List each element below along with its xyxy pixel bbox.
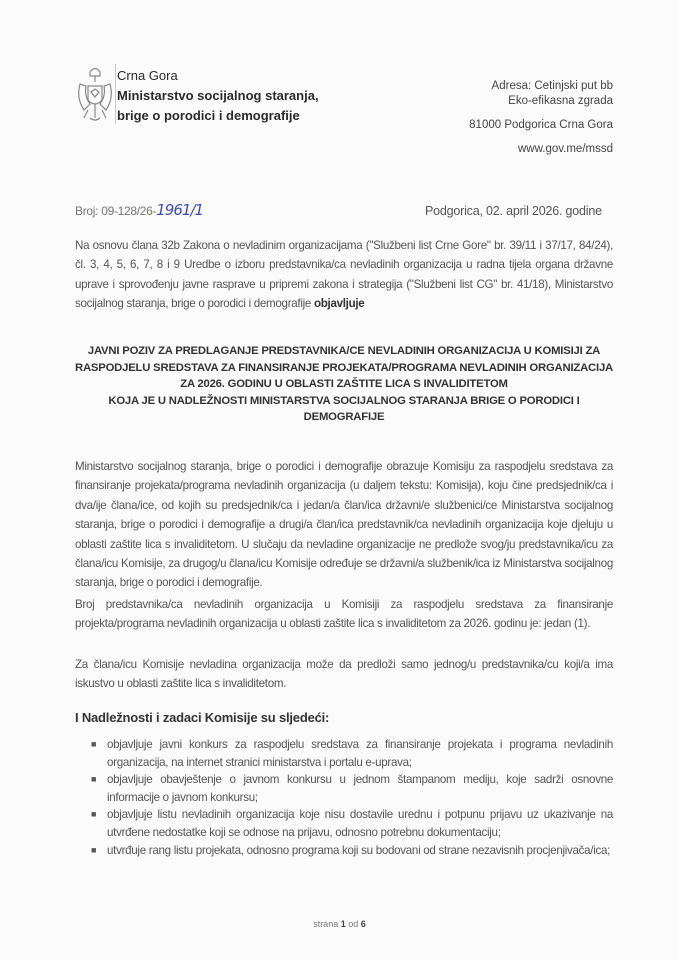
document-title <box>75 343 613 426</box>
address-building: Eko-efikasna zgrada <box>508 95 613 107</box>
intro-text: Na osnovu člana 32b Zakona o nevladinim organizacijama ("Službeni list Crne Gore" br. 39/11 i 37/17, 84/24), čl. 3, 4, 5, 6, 7, 8 i 9 Uredbe o izboru predstavnika/ca nevladinih organizacija u radna tijela organa državne uprave i sprovođenju javne rasprave u pripremi zakona i strategija ("Službeni list CG" br. 41/18), Ministarstvo socijalnog staranja, brige o porodici i demografije <box>75 239 613 311</box>
section-heading: I Nadležnosti i zadaci Komisije su sljedeći: <box>75 710 330 725</box>
bullet-icon: ■ <box>91 844 97 855</box>
ministry-name-line2: brige o porodici i demografije <box>117 108 300 123</box>
list-item: ■ objavljuje obavještenje o javnom konkursu u jednom štampanom mediju, koje sadrži osnovne informacije o javnom konkursu; <box>91 773 613 804</box>
intro-bold-word: objavljuje <box>313 297 365 311</box>
page-number: strana 1 od 6 <box>313 919 366 929</box>
handwritten-number: 1961/1 <box>156 201 204 219</box>
address-street: Adresa: Cetinjski put bb <box>491 80 613 92</box>
paragraph-nomination: Za člana/icu Komisije nevladina organizacija može da predloži samo jednog/u predstavnika/cu koji/a ima iskustvo u oblasti zaštite lica s invaliditetom. <box>75 658 613 691</box>
header-divider <box>115 64 116 124</box>
bullet-icon: ■ <box>91 774 97 785</box>
address-block <box>469 79 613 157</box>
title-line: ZA 2026. GODINU U OBLASTI ZAŠTITE LICA S INVALIDITETOM <box>180 378 508 390</box>
paragraph-representative-count: Broj predstavnika/ca nevladinih organizacija u Komisiji za raspodjelu sredstava za finansiranje projekta/programa nevladinih organizacija u oblasti zaštite lica s invaliditetom za 2026. godinu je: jedan (1). <box>75 598 613 631</box>
list-item: ■ objavljuje javni konkurs za raspodjelu sredstava za finansiranje projekata i programa nevladinih organizacija, na internet stranici ministarstva i portalu e-uprava; <box>91 738 613 769</box>
duties-list <box>88 736 613 859</box>
website-link[interactable]: www.gov.me/mssd <box>517 143 613 155</box>
paragraph-commission: Ministarstvo socijalnog staranja, brige o porodici i demografije obrazuje Komisiju za raspodjelu sredstava za finansiranje projekata/programa nevladinih organizacija (u daljem tekstu: Komisija), koju čine predsjednik/ca i dva/ije člana/ice, od kojih su predsjednik/ca i jedan/a član/ica državni/e službenici/ce Ministarstva socijalnog staranja, brige o porodici i demografije a drugi/a član/ica predstavnik/ca nevladinih organizacija koje djeluju u oblasti zaštite lica s invaliditetom. U slučaju da nevladine organizacije ne predlože svog/ju predstavnika/icu za člana/icu Komisije, za drugog/u člana/icu Komisije određuje se državni/a službenik/ica iz Ministarstva socijalnog staranja, brige o porodici i demografije. <box>75 460 613 590</box>
address-city: 81000 Podgorica Crna Gora <box>469 119 613 131</box>
list-item: ■ objavljuje listu nevladinih organizacija koje nisu dostavile urednu i potpunu prijavu uz ukazivanje na utvrđene nedostatke koji se odnose na prijavu, odnosno potrebnu dokumentaciju; <box>91 808 613 839</box>
list-item: ■ utvrđuje rang listu projekata, odnosno programa koji su bodovani od strane nezavisnih procjenjivača/ica; <box>88 842 613 860</box>
reference-number <box>75 201 203 219</box>
country-name: Crna Gora <box>117 68 178 83</box>
intro-paragraph <box>75 236 613 314</box>
reference-number-prefix: Broj: 09-128/26- <box>75 204 157 218</box>
title-line: KOJA JE U NADLEŽNOSTI MINISTARSTVA SOCIJALNOG STARANJA BRIGE O PORODICI I <box>108 394 580 407</box>
bullet-icon: ■ <box>91 739 97 749</box>
document-date: Podgorica, 02. april 2026. godine <box>425 204 602 218</box>
ministry-name-line1: Ministarstvo socijalnog staranja, <box>117 88 319 103</box>
organization-block <box>117 66 319 126</box>
bullet-icon: ■ <box>91 809 97 820</box>
title-line: RASPODJELU SREDSTAVA ZA FINANSIRANJE PROJEKATA/PROGRAMA NEVLADINIH ORGANIZACIJA <box>75 361 613 374</box>
title-line: JAVNI POZIV ZA PREDLAGANJE PREDSTAVNIKA/CE NEVLADINIH ORGANIZACIJA U KOMISIJI ZA <box>87 345 601 357</box>
title-line: DEMOGRAFIJE <box>303 411 385 423</box>
coat-of-arms-logo <box>76 64 114 126</box>
